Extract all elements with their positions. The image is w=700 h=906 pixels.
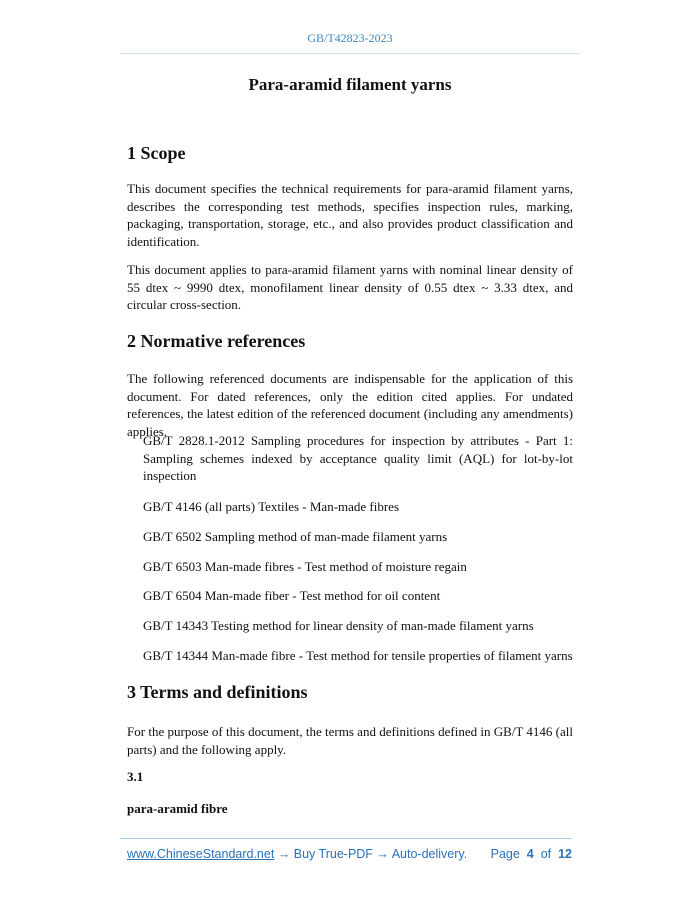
reference-item: GB/T 6504 Man-made fiber - Test method for oil content — [143, 588, 441, 603]
reference-item: GB/T 6503 Man-made fibres - Test method of moisture regain — [143, 559, 467, 574]
reference-item: GB/T 14343 Testing method for linear density of man-made filament yarns — [143, 618, 534, 633]
header-doc-id: GB/T42823-2023 — [307, 31, 393, 45]
website-link[interactable]: www.ChineseStandard.net — [127, 847, 275, 861]
reference-item: GB/T 4146 (all parts) Textiles - Man-made fibres — [143, 499, 400, 514]
paragraph: This document applies to para-aramid filament yarns with nominal linear density of 55 dtex ~ 9990 dtex, monofilament linear density of 0.55 dtex ~ 3.33 dtex, and circular cross-section. — [127, 262, 573, 313]
page-label: Page — [490, 847, 520, 861]
header-divider — [120, 53, 580, 54]
reference-item: GB/T 14344 Man-made fibre - Test method for tensile properties of filament yarns — [143, 648, 573, 663]
page-indicator — [491, 847, 572, 861]
footer-divider — [120, 838, 572, 839]
paragraph: For the purpose of this document, the terms and definitions defined in GB/T 4146 (all parts) and the following apply. — [127, 724, 573, 757]
page-total: 12 — [558, 847, 572, 861]
footer-text: → Buy True-PDF → Auto-delivery. — [274, 847, 468, 861]
page-number: 4 — [526, 847, 534, 861]
clause-number: 3.1 — [127, 769, 144, 784]
reference-item: GB/T 6502 Sampling method of man-made filament yarns — [143, 529, 448, 544]
footer — [127, 847, 572, 861]
section-heading-normative-references: 2 Normative references — [127, 331, 306, 351]
reference-item: GB/T 2828.1-2012 Sampling procedures for inspection by attributes - Part 1: Sampling schemes indexed by acceptance quality limit (AQL) for lot-by-lot inspection — [143, 433, 573, 484]
paragraph: This document specifies the technical requirements for para-aramid filament yarns, describes the corresponding test methods, specifies inspection rules, marking, packaging, transportation, storage, etc., and also provides product classification and identification. — [127, 181, 573, 249]
of-label: of — [540, 847, 552, 861]
paragraph: The following referenced documents are indispensable for the application of this document. For dated references, only the edition cited applies. For undated references, the latest edition of the referenced document (including any amendments) applies. — [127, 371, 573, 439]
term-heading: para-aramid fibre — [127, 801, 228, 816]
document-title: Para-aramid filament yarns — [248, 75, 452, 94]
section-heading-scope: 1 Scope — [127, 143, 186, 163]
section-heading-terms: 3 Terms and definitions — [127, 682, 308, 702]
